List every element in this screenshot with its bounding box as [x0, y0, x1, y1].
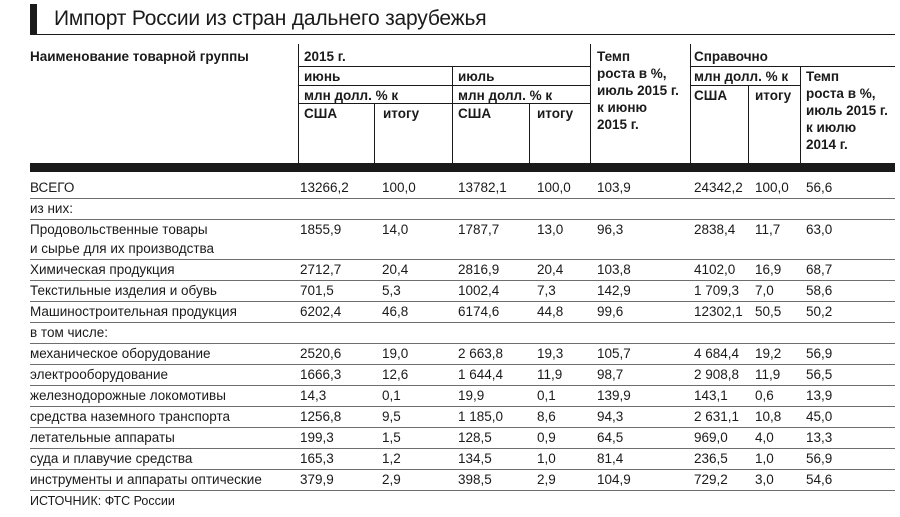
- cell-july-share: 2,9: [537, 472, 556, 487]
- table-row: [30, 281, 895, 302]
- header-divider: [529, 103, 530, 163]
- cell-ref-usa: 2 908,8: [694, 367, 740, 382]
- cell-june-usa: 2712,7: [300, 262, 342, 277]
- table-row: [30, 386, 895, 407]
- cell-ref-share: 4,0: [755, 430, 774, 445]
- cell-ref-share: 1,0: [755, 451, 774, 466]
- cell-july-share: 44,8: [537, 304, 564, 319]
- header-ref-usa: США: [694, 88, 728, 103]
- header-mln-june: млн долл. % к: [304, 88, 399, 103]
- cell-ref-usa: 2838,4: [694, 222, 736, 237]
- cell-july-usa: 1787,7: [458, 222, 500, 237]
- cell-ref-share: 3,0: [755, 472, 774, 487]
- header-june: июнь: [304, 69, 341, 84]
- cell-ref-usa: 729,2: [694, 472, 728, 487]
- cell-june-share: 20,4: [382, 262, 409, 277]
- cell-name: летательные аппараты: [30, 430, 175, 445]
- cell-ref-share: 10,8: [755, 409, 782, 424]
- table-row: [30, 407, 895, 428]
- cell-july-share: 8,6: [537, 409, 556, 424]
- cell-july-share: 0,1: [537, 388, 556, 403]
- cell-ref-share: 0,6: [755, 388, 774, 403]
- header-name-column: Наименование товарной группы: [30, 49, 249, 64]
- cell-growth: 99,6: [597, 304, 624, 319]
- header-rule: [690, 85, 800, 86]
- cell-july-usa: 1002,4: [458, 283, 500, 298]
- cell-name: из них:: [30, 201, 73, 216]
- cell-june-usa: 379,9: [300, 472, 334, 487]
- cell-name: средства наземного транспорта: [30, 409, 231, 424]
- cell-ref-growth: 13,3: [806, 430, 833, 445]
- table-row: [30, 428, 895, 449]
- cell-july-usa: 128,5: [458, 430, 492, 445]
- cell-ref-usa: 2 631,1: [694, 409, 740, 424]
- table-row: [30, 323, 895, 344]
- cell-ref-usa: 143,1: [694, 388, 728, 403]
- cell-ref-growth: 63,0: [806, 222, 833, 237]
- cell-name: Текстильные изделия и обувь: [30, 283, 217, 298]
- cell-name: механическое оборудование: [30, 346, 211, 361]
- header-divider: [452, 66, 453, 163]
- cell-ref-usa: 236,5: [694, 451, 728, 466]
- cell-july-usa: 2 663,8: [458, 346, 504, 361]
- cell-name: ВСЕГО: [30, 180, 75, 195]
- cell-ref-usa: 4 684,4: [694, 346, 740, 361]
- cell-july-usa: 1 644,4: [458, 367, 504, 382]
- cell-july-share: 100,0: [537, 180, 571, 195]
- title-marker: [30, 4, 37, 35]
- cell-july-usa: 19,9: [458, 388, 485, 403]
- cell-ref-share: 19,2: [755, 346, 782, 361]
- cell-ref-growth: 68,7: [806, 262, 833, 277]
- header-july: июль: [458, 69, 495, 84]
- cell-june-usa: 2520,6: [300, 346, 342, 361]
- cell-june-share: 19,0: [382, 346, 409, 361]
- cell-growth: 104,9: [597, 472, 631, 487]
- cell-june-share: 5,3: [382, 283, 401, 298]
- header-ref-mln: млн долл. % к: [694, 69, 789, 84]
- cell-july-share: 13,0: [537, 222, 564, 237]
- cell-growth: 139,9: [597, 388, 631, 403]
- cell-ref-share: 11,9: [755, 367, 781, 382]
- cell-july-usa: 2816,9: [458, 262, 500, 277]
- cell-growth: 105,7: [597, 346, 631, 361]
- cell-ref-growth: 50,2: [806, 304, 833, 319]
- header-rule: [690, 66, 895, 67]
- cell-june-usa: 701,5: [300, 283, 334, 298]
- cell-name: инструменты и аппараты оптические: [30, 472, 262, 487]
- table-row: [30, 178, 895, 199]
- cell-june-share: 1,2: [382, 451, 401, 466]
- header-ref-total: итогу: [755, 88, 792, 103]
- cell-name: в том числе:: [30, 325, 108, 340]
- cell-ref-share: 50,5: [755, 304, 782, 319]
- table-row: [30, 260, 895, 281]
- header-rule: [298, 103, 590, 104]
- cell-june-share: 14,0: [382, 222, 409, 237]
- header-reference: Справочно: [694, 49, 768, 64]
- header-usa-june: США: [304, 106, 338, 121]
- cell-ref-growth: 45,0: [806, 409, 833, 424]
- cell-july-share: 0,9: [537, 430, 556, 445]
- header-rule: [298, 66, 590, 67]
- cell-growth: 81,4: [597, 451, 624, 466]
- cell-ref-share: 100,0: [755, 180, 789, 195]
- cell-ref-usa: 24342,2: [694, 180, 743, 195]
- cell-name: железнодорожные локомотивы: [30, 388, 226, 403]
- cell-ref-growth: 56,9: [806, 451, 833, 466]
- header-divider: [748, 85, 749, 163]
- table-row: [30, 470, 895, 491]
- cell-ref-usa: 969,0: [694, 430, 728, 445]
- cell-july-usa: 1 185,0: [458, 409, 504, 424]
- header-rule: [298, 85, 590, 86]
- header-year: 2015 г.: [304, 49, 346, 64]
- header-total-july: итогу: [537, 106, 574, 121]
- table-row: [30, 199, 895, 220]
- cell-july-usa: 13782,1: [458, 180, 507, 195]
- cell-july-share: 11,9: [537, 367, 563, 382]
- cell-ref-growth: 56,5: [806, 367, 833, 382]
- cell-growth: 94,3: [597, 409, 624, 424]
- cell-ref-usa: 4102,0: [694, 262, 736, 277]
- header-divider: [590, 44, 591, 163]
- header-divider: [374, 103, 375, 163]
- cell-name: суда и плавучие средства: [30, 451, 193, 466]
- cell-growth: 142,9: [597, 283, 631, 298]
- cell-growth: 64,5: [597, 430, 624, 445]
- table-title: Импорт России из стран дальнего зарубежья: [54, 7, 487, 30]
- cell-june-usa: 13266,2: [300, 180, 349, 195]
- cell-july-share: 1,0: [537, 451, 556, 466]
- cell-ref-growth: 58,6: [806, 283, 833, 298]
- cell-june-usa: 1666,3: [300, 367, 342, 382]
- cell-ref-usa: 12302,1: [694, 304, 743, 319]
- header-divider: [690, 44, 691, 163]
- cell-ref-share: 7,0: [755, 283, 774, 298]
- cell-june-share: 46,8: [382, 304, 409, 319]
- cell-name: Продовольственные товары: [30, 222, 208, 237]
- cell-ref-growth: 13,9: [806, 388, 833, 403]
- cell-july-usa: 398,5: [458, 472, 492, 487]
- cell-name: Химическая продукция: [30, 262, 175, 277]
- cell-june-share: 0,1: [382, 388, 401, 403]
- header-mln-july: млн долл. % к: [458, 88, 553, 103]
- cell-name: электрооборудование: [30, 367, 169, 382]
- header-total-june: итогу: [383, 106, 420, 121]
- cell-july-usa: 134,5: [458, 451, 492, 466]
- table-row: [30, 449, 895, 470]
- cell-ref-growth: 56,6: [806, 180, 833, 195]
- source-note: ИСТОЧНИК: ФТС России: [30, 494, 175, 508]
- cell-july-share: 19,3: [537, 346, 564, 361]
- cell-growth: 98,7: [597, 367, 624, 382]
- cell-name: Машиностроительная продукция: [30, 304, 237, 319]
- cell-june-usa: 1855,9: [300, 222, 342, 237]
- cell-ref-share: 16,9: [755, 262, 782, 277]
- header-usa-july: США: [458, 106, 492, 121]
- cell-june-usa: 165,3: [300, 451, 334, 466]
- cell-july-share: 7,3: [537, 283, 556, 298]
- title-rule: [30, 34, 895, 35]
- cell-june-share: 1,5: [382, 430, 401, 445]
- cell-june-usa: 1256,8: [300, 409, 342, 424]
- cell-ref-usa: 1 709,3: [694, 283, 740, 298]
- table-row: [30, 344, 895, 365]
- cell-growth: 103,8: [597, 262, 631, 277]
- cell-july-share: 20,4: [537, 262, 564, 277]
- header-growth: Темп роста в %, июль 2015 г. к июню 2015 г.: [597, 49, 679, 132]
- cell-ref-growth: 54,6: [806, 472, 833, 487]
- cell-ref-share: 11,7: [755, 222, 781, 237]
- cell-growth: 103,9: [597, 180, 631, 195]
- header-divider: [800, 66, 801, 163]
- cell-june-share: 12,6: [382, 367, 409, 382]
- cell-july-usa: 6174,6: [458, 304, 500, 319]
- cell-june-usa: 14,3: [300, 388, 327, 403]
- cell-june-share: 2,9: [382, 472, 401, 487]
- row-separator: [30, 490, 895, 491]
- cell-growth: 96,3: [597, 222, 624, 237]
- header-bottom-rule: [30, 163, 895, 172]
- cell-june-share: 100,0: [382, 180, 416, 195]
- table-row: [30, 220, 895, 260]
- title-bar: [0, 0, 900, 38]
- table-row: [30, 365, 895, 386]
- cell-ref-growth: 56,9: [806, 346, 833, 361]
- cell-june-usa: 6202,4: [300, 304, 342, 319]
- cell-june-share: 9,5: [382, 409, 401, 424]
- header-ref-growth: Темп роста в %, июль 2015 г. к июлю 2014 г.: [806, 69, 888, 152]
- cell-june-usa: 199,3: [300, 430, 334, 445]
- cell-name-continued: и сырье для их производства: [30, 241, 215, 256]
- table-row: [30, 302, 895, 323]
